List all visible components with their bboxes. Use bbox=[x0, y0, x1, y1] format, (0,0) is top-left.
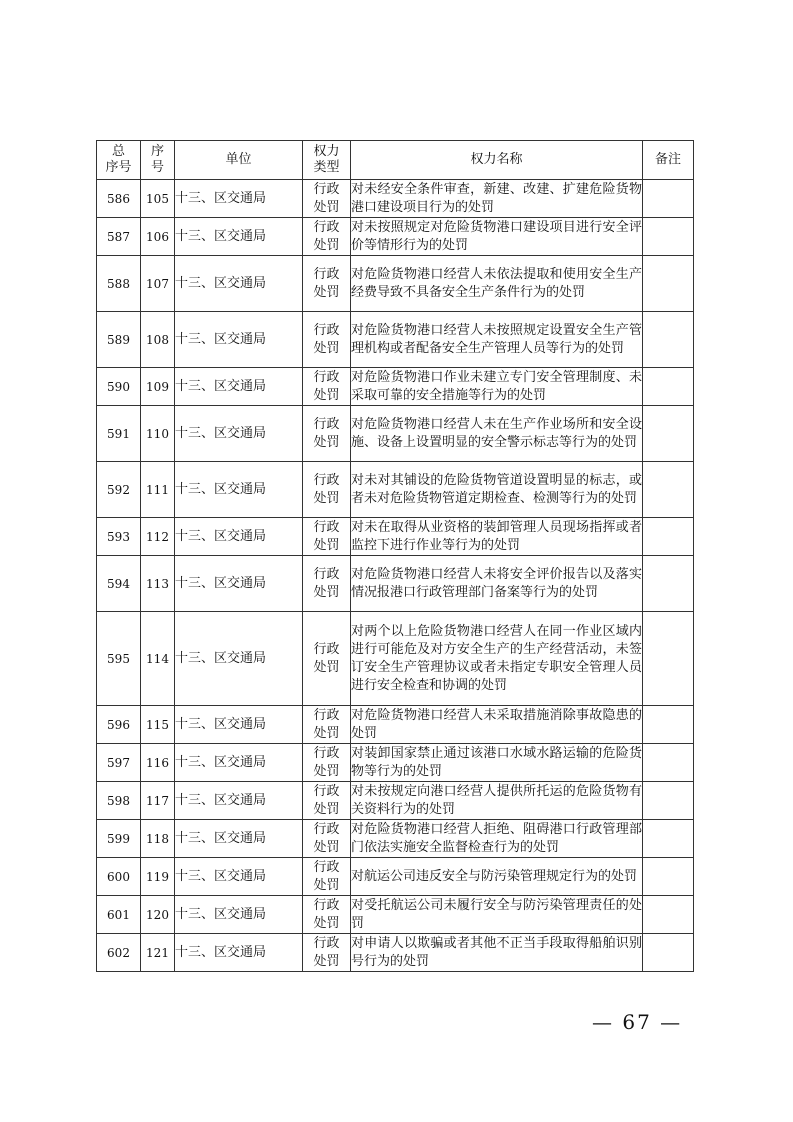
cell-remarks bbox=[643, 406, 694, 462]
cell-total-no: 595 bbox=[97, 612, 141, 706]
cell-remarks bbox=[643, 612, 694, 706]
cell-unit: 十三、区交通局 bbox=[175, 858, 303, 896]
cell-power-name: 对装卸国家禁止通过该港口水域水路运输的危险货物等行为的处罚 bbox=[351, 744, 643, 782]
table-body bbox=[97, 180, 694, 972]
cell-seq-no: 113 bbox=[141, 556, 175, 612]
header-total-no: 总 序号 bbox=[97, 141, 141, 180]
table-row bbox=[97, 744, 694, 782]
cell-total-no: 591 bbox=[97, 406, 141, 462]
cell-unit: 十三、区交通局 bbox=[175, 368, 303, 406]
cell-total-no: 597 bbox=[97, 744, 141, 782]
cell-seq-no: 119 bbox=[141, 858, 175, 896]
cell-power-name: 对两个以上危险货物港口经营人在同一作业区域内进行可能危及对方安全生产的生产经营活动，未签订安全生产管理协议或者未指定专职安全管理人员进行安全检查和协调的处罚 bbox=[351, 612, 643, 706]
cell-power-name: 对危险货物港口作业未建立专门安全管理制度、未采取可靠的安全措施等行为的处罚 bbox=[351, 368, 643, 406]
cell-remarks bbox=[643, 706, 694, 744]
table-row bbox=[97, 312, 694, 368]
cell-total-no: 586 bbox=[97, 180, 141, 218]
cell-remarks bbox=[643, 782, 694, 820]
cell-remarks bbox=[643, 218, 694, 256]
cell-unit: 十三、区交通局 bbox=[175, 782, 303, 820]
table-row bbox=[97, 934, 694, 972]
cell-remarks bbox=[643, 312, 694, 368]
cell-seq-no: 106 bbox=[141, 218, 175, 256]
cell-unit: 十三、区交通局 bbox=[175, 934, 303, 972]
table-row bbox=[97, 556, 694, 612]
cell-power-name: 对未在取得从业资格的装卸管理人员现场指挥或者监控下进行作业等行为的处罚 bbox=[351, 518, 643, 556]
cell-power-name: 对危险货物港口经营人拒绝、阻碍港口行政管理部门依法实施安全监督检查行为的处罚 bbox=[351, 820, 643, 858]
cell-unit: 十三、区交通局 bbox=[175, 462, 303, 518]
cell-power-type: 行政 处罚 bbox=[303, 256, 351, 312]
cell-total-no: 590 bbox=[97, 368, 141, 406]
cell-unit: 十三、区交通局 bbox=[175, 312, 303, 368]
cell-unit: 十三、区交通局 bbox=[175, 744, 303, 782]
cell-unit: 十三、区交通局 bbox=[175, 406, 303, 462]
cell-power-name: 对申请人以欺骗或者其他不正当手段取得船舶识别号行为的处罚 bbox=[351, 934, 643, 972]
cell-power-type: 行政 处罚 bbox=[303, 556, 351, 612]
cell-unit: 十三、区交通局 bbox=[175, 612, 303, 706]
cell-power-type: 行政 处罚 bbox=[303, 518, 351, 556]
cell-seq-no: 109 bbox=[141, 368, 175, 406]
cell-total-no: 594 bbox=[97, 556, 141, 612]
cell-seq-no: 117 bbox=[141, 782, 175, 820]
cell-unit: 十三、区交通局 bbox=[175, 518, 303, 556]
cell-power-name: 对危险货物港口经营人未采取措施消除事故隐患的处罚 bbox=[351, 706, 643, 744]
cell-seq-no: 115 bbox=[141, 706, 175, 744]
cell-seq-no: 105 bbox=[141, 180, 175, 218]
cell-total-no: 598 bbox=[97, 782, 141, 820]
cell-remarks bbox=[643, 934, 694, 972]
cell-remarks bbox=[643, 820, 694, 858]
table-row bbox=[97, 218, 694, 256]
header-power-type: 权力 类型 bbox=[303, 141, 351, 180]
cell-total-no: 588 bbox=[97, 256, 141, 312]
cell-remarks bbox=[643, 896, 694, 934]
cell-power-type: 行政 处罚 bbox=[303, 706, 351, 744]
cell-total-no: 592 bbox=[97, 462, 141, 518]
cell-seq-no: 108 bbox=[141, 312, 175, 368]
cell-unit: 十三、区交通局 bbox=[175, 218, 303, 256]
table-row bbox=[97, 612, 694, 706]
header-unit: 单位 bbox=[175, 141, 303, 180]
header-seq-no: 序 号 bbox=[141, 141, 175, 180]
cell-power-name: 对危险货物港口经营人未将安全评价报告以及落实情况报港口行政管理部门备案等行为的处罚 bbox=[351, 556, 643, 612]
cell-seq-no: 114 bbox=[141, 612, 175, 706]
cell-remarks bbox=[643, 858, 694, 896]
header-remarks: 备注 bbox=[643, 141, 694, 180]
cell-remarks bbox=[643, 368, 694, 406]
cell-remarks bbox=[643, 462, 694, 518]
cell-power-type: 行政 处罚 bbox=[303, 744, 351, 782]
page-number: — 67 — bbox=[592, 1010, 683, 1034]
cell-power-type: 行政 处罚 bbox=[303, 612, 351, 706]
cell-power-type: 行政 处罚 bbox=[303, 782, 351, 820]
cell-power-type: 行政 处罚 bbox=[303, 218, 351, 256]
table-header-row bbox=[97, 141, 694, 180]
cell-seq-no: 110 bbox=[141, 406, 175, 462]
table-row bbox=[97, 782, 694, 820]
cell-seq-no: 111 bbox=[141, 462, 175, 518]
cell-power-name: 对未按规定向港口经营人提供所托运的危险货物有关资料行为的处罚 bbox=[351, 782, 643, 820]
table-row bbox=[97, 820, 694, 858]
cell-remarks bbox=[643, 256, 694, 312]
cell-power-name: 对危险货物港口经营人未按照规定设置安全生产管理机构或者配备安全生产管理人员等行为的处罚 bbox=[351, 312, 643, 368]
cell-total-no: 601 bbox=[97, 896, 141, 934]
cell-power-name: 对受托航运公司未履行安全与防污染管理责任的处罚 bbox=[351, 896, 643, 934]
power-list-table bbox=[96, 140, 694, 972]
cell-power-type: 行政 处罚 bbox=[303, 312, 351, 368]
table-row bbox=[97, 180, 694, 218]
cell-total-no: 600 bbox=[97, 858, 141, 896]
table-row bbox=[97, 256, 694, 312]
table-row bbox=[97, 706, 694, 744]
cell-power-type: 行政 处罚 bbox=[303, 858, 351, 896]
cell-unit: 十三、区交通局 bbox=[175, 896, 303, 934]
cell-power-name: 对航运公司违反安全与防污染管理规定行为的处罚 bbox=[351, 858, 643, 896]
table-row bbox=[97, 368, 694, 406]
cell-seq-no: 107 bbox=[141, 256, 175, 312]
cell-unit: 十三、区交通局 bbox=[175, 706, 303, 744]
cell-power-name: 对未按照规定对危险货物港口建设项目进行安全评价等情形行为的处罚 bbox=[351, 218, 643, 256]
cell-unit: 十三、区交通局 bbox=[175, 256, 303, 312]
cell-total-no: 599 bbox=[97, 820, 141, 858]
cell-power-type: 行政 处罚 bbox=[303, 368, 351, 406]
table-row bbox=[97, 406, 694, 462]
table-row bbox=[97, 858, 694, 896]
cell-seq-no: 116 bbox=[141, 744, 175, 782]
header-power-name: 权力名称 bbox=[351, 141, 643, 180]
cell-power-type: 行政 处罚 bbox=[303, 406, 351, 462]
cell-unit: 十三、区交通局 bbox=[175, 820, 303, 858]
cell-power-name: 对危险货物港口经营人未依法提取和使用安全生产经费导致不具备安全生产条件行为的处罚 bbox=[351, 256, 643, 312]
cell-power-name: 对危险货物港口经营人未在生产作业场所和安全设施、设备上设置明显的安全警示标志等行为的处罚 bbox=[351, 406, 643, 462]
cell-total-no: 596 bbox=[97, 706, 141, 744]
cell-total-no: 593 bbox=[97, 518, 141, 556]
table-row bbox=[97, 518, 694, 556]
cell-power-type: 行政 处罚 bbox=[303, 820, 351, 858]
cell-remarks bbox=[643, 180, 694, 218]
cell-power-name: 对未对其铺设的危险货物管道设置明显的标志，或者未对危险货物管道定期检查、检测等行为的处罚 bbox=[351, 462, 643, 518]
cell-remarks bbox=[643, 556, 694, 612]
cell-power-type: 行政 处罚 bbox=[303, 896, 351, 934]
cell-total-no: 602 bbox=[97, 934, 141, 972]
cell-remarks bbox=[643, 518, 694, 556]
cell-seq-no: 112 bbox=[141, 518, 175, 556]
cell-seq-no: 121 bbox=[141, 934, 175, 972]
cell-power-type: 行政 处罚 bbox=[303, 462, 351, 518]
table-row bbox=[97, 462, 694, 518]
cell-total-no: 589 bbox=[97, 312, 141, 368]
cell-seq-no: 118 bbox=[141, 820, 175, 858]
cell-unit: 十三、区交通局 bbox=[175, 556, 303, 612]
cell-power-type: 行政 处罚 bbox=[303, 180, 351, 218]
cell-power-name: 对未经安全条件审查，新建、改建、扩建危险货物港口建设项目行为的处罚 bbox=[351, 180, 643, 218]
cell-seq-no: 120 bbox=[141, 896, 175, 934]
cell-power-type: 行政 处罚 bbox=[303, 934, 351, 972]
table-row bbox=[97, 896, 694, 934]
cell-total-no: 587 bbox=[97, 218, 141, 256]
cell-remarks bbox=[643, 744, 694, 782]
cell-unit: 十三、区交通局 bbox=[175, 180, 303, 218]
